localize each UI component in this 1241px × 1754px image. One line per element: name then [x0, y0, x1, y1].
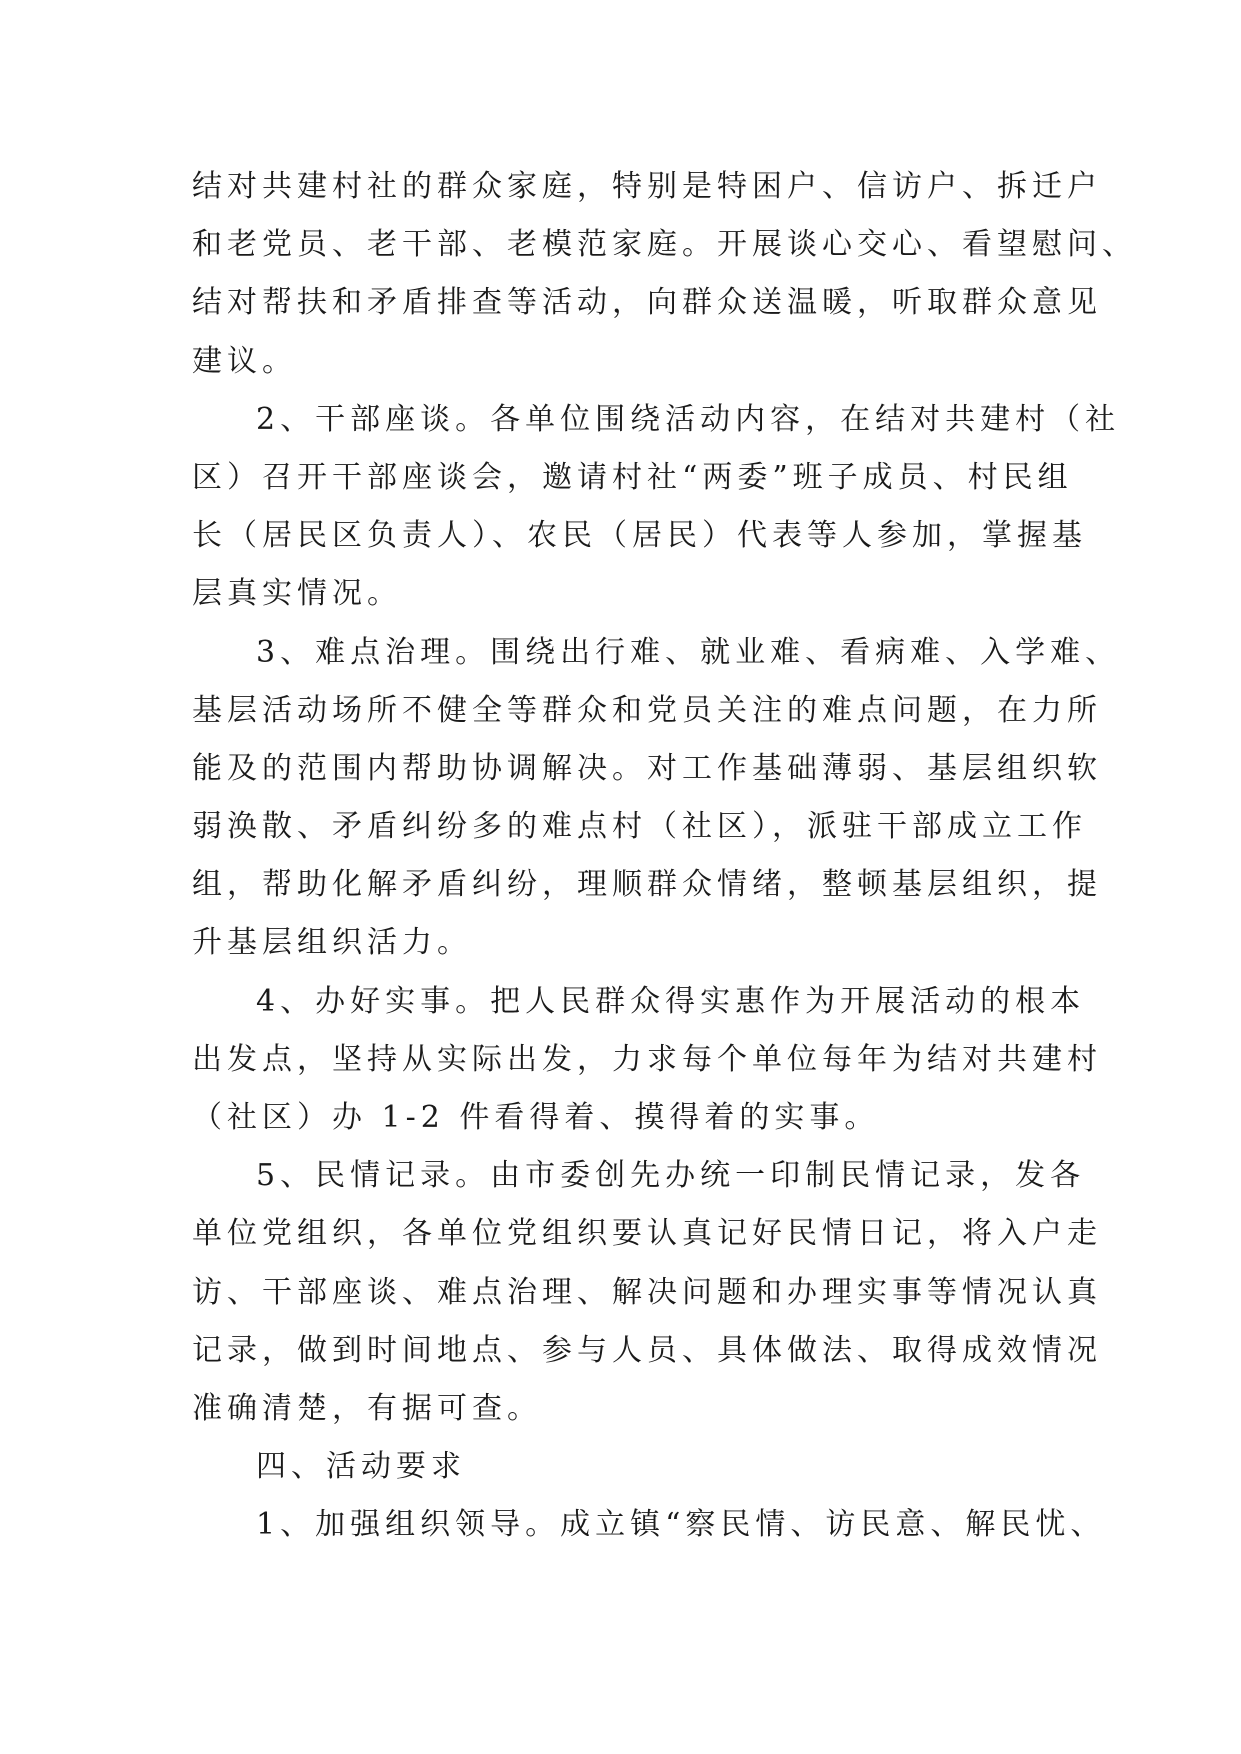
paragraph-line: 层真实情况。: [192, 576, 402, 612]
paragraph-line: 和老党员、老干部、老模范家庭。开展谈心交心、看望慰问、: [192, 227, 1137, 263]
paragraph-first-line: 5、民情记录。由市委创先办统一印制民情记录，发各: [256, 1158, 1086, 1194]
paragraph-first-line: 4、办好实事。把人民群众得实惠作为开展活动的根本: [256, 983, 1086, 1019]
paragraph-line: 能及的范围内帮助协调解决。对工作基础薄弱、基层组织软: [192, 750, 1102, 786]
paragraph-first-line: 四、活动要求: [256, 1449, 466, 1485]
paragraph-first-line: 1、加强组织领导。成立镇“察民情、访民意、解民忧、: [256, 1507, 1106, 1543]
paragraph-first-line: 3、难点治理。围绕出行难、就业难、看病难、入学难、: [256, 634, 1121, 670]
paragraph-line: （社区）办 1-2 件看得着、摸得着的实事。: [192, 1100, 880, 1135]
paragraph-line: 弱涣散、矛盾纠纷多的难点村（社区），派驻干部成立工作: [192, 809, 1087, 845]
paragraph-line: 基层活动场所不健全等群众和党员关注的难点问题，在力所: [192, 692, 1102, 728]
paragraph-line: 访、干部座谈、难点治理、解决问题和办理实事等情况认真: [192, 1274, 1102, 1310]
paragraph-line: 区）召开干部座谈会，邀请村社“两委”班子成员、村民组: [192, 459, 1073, 495]
paragraph-line: 结对共建村社的群众家庭，特别是特困户、信访户、拆迁户: [192, 169, 1102, 204]
paragraph-line: 单位党组织，各单位党组织要认真记好民情日记，将入户走: [192, 1216, 1102, 1252]
paragraph-first-line: 2、干部座谈。各单位围绕活动内容，在结对共建村（社: [256, 401, 1121, 437]
paragraph-line: 升基层组织活力。: [192, 925, 472, 961]
paragraph-line: 记录，做到时间地点、参与人员、具体做法、取得成效情况: [192, 1332, 1102, 1368]
paragraph-line: 组，帮助化解矛盾纠纷，理顺群众情绪，整顿基层组织，提: [192, 867, 1102, 903]
paragraph-line: 出发点，坚持从实际出发，力求每个单位每年为结对共建村: [192, 1041, 1102, 1077]
document-body: [192, 158, 1137, 1555]
paragraph-line: 长（居民区负责人）、农民（居民）代表等人参加，掌握基: [192, 518, 1087, 554]
paragraph-line: 结对帮扶和矛盾排查等活动，向群众送温暖，听取群众意见: [192, 285, 1102, 321]
paragraph-line: 建议。: [192, 343, 297, 379]
paragraph-line: 准确清楚，有据可查。: [192, 1390, 542, 1426]
